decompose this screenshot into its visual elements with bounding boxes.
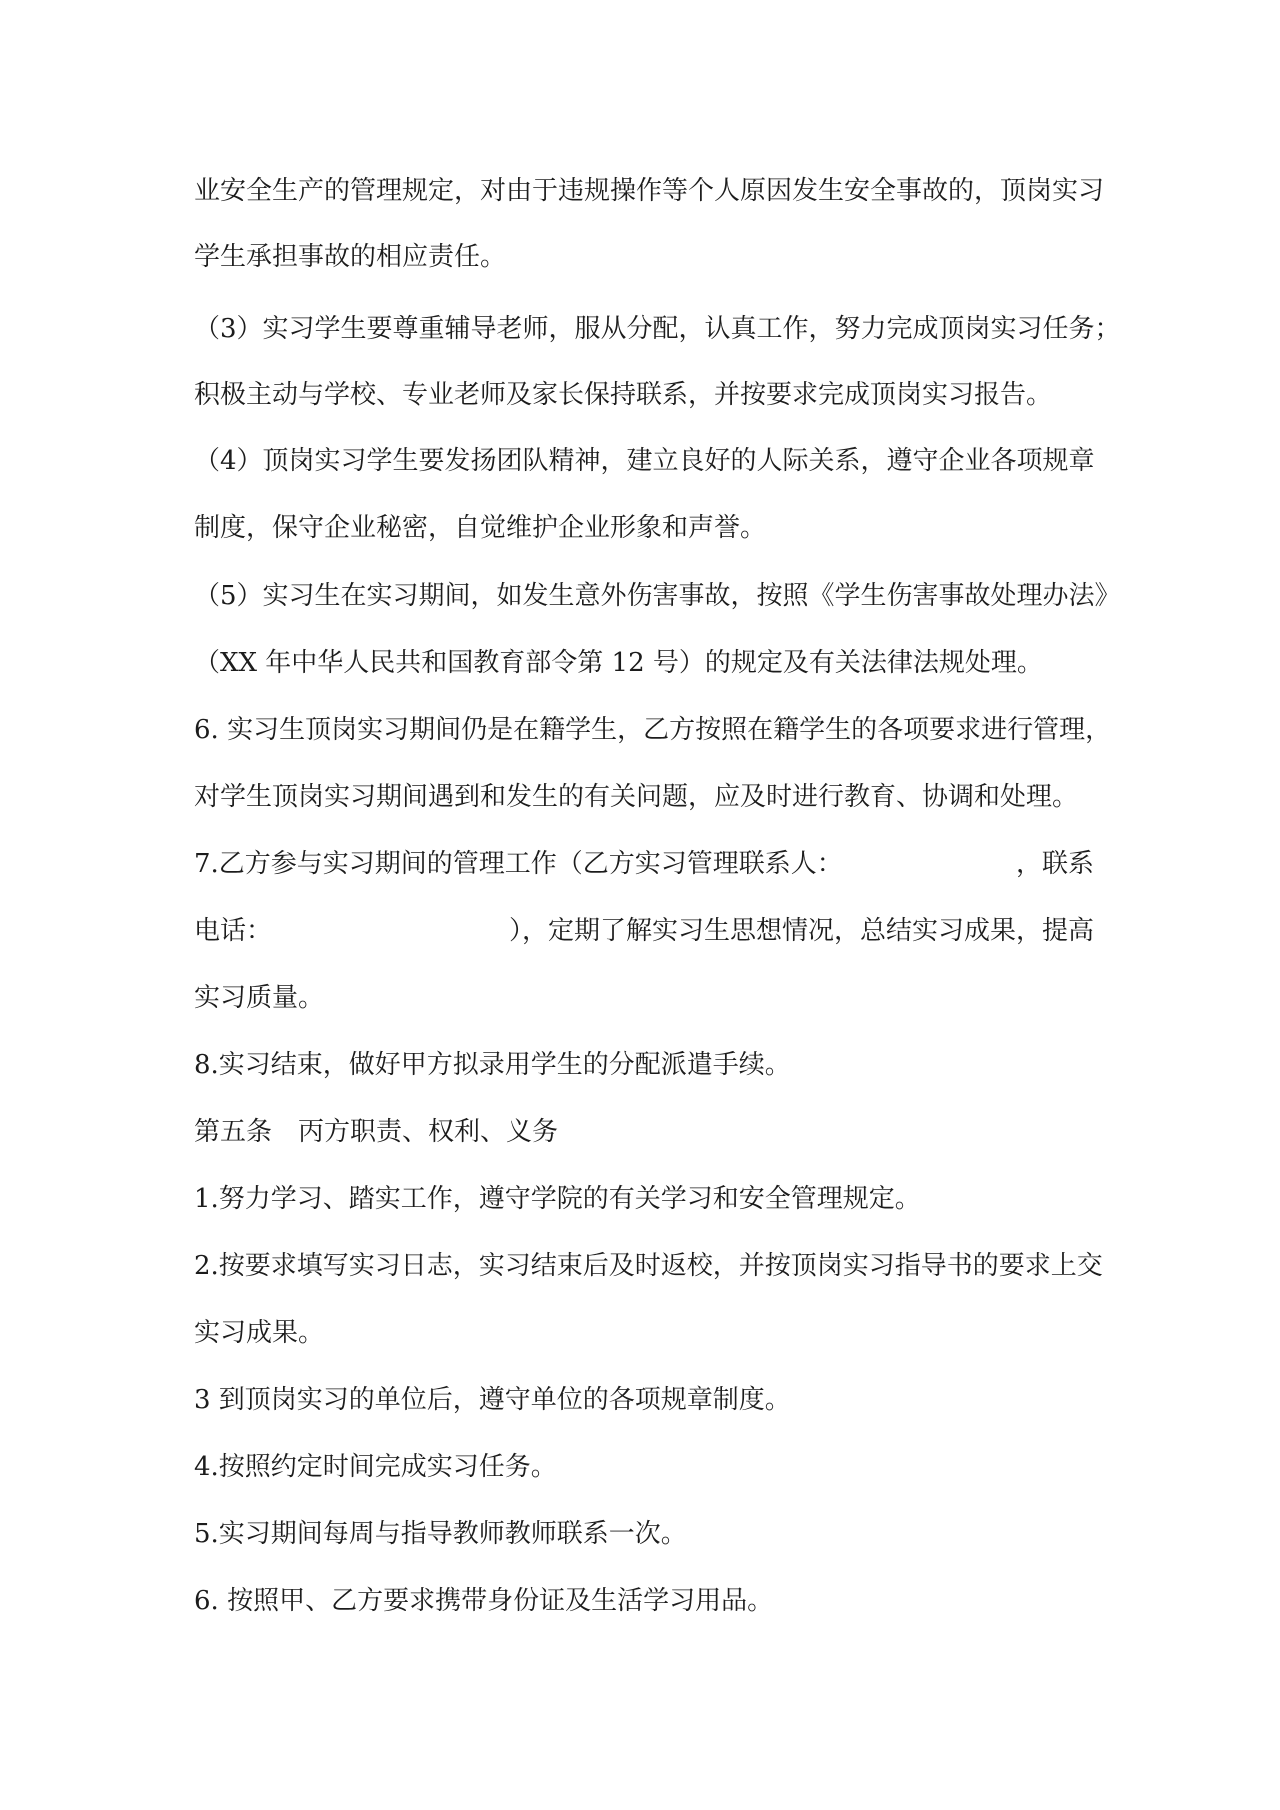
contact-phone-label: 电话： — [194, 916, 273, 946]
contact-person-line — [194, 846, 1094, 882]
text-line: 实习质量。 — [194, 983, 325, 1013]
contact-person-label: 7.乙方参与实习期间的管理工作（乙方实习管理联系人： — [194, 849, 843, 879]
text-line: 6. 实习生顶岗实习期间仍是在籍学生，乙方按照在籍学生的各项要求进行管理， — [194, 715, 1112, 745]
text-line: （3）实习学生要尊重辅导老师，服从分配，认真工作，努力完成顶岗实习任务； — [194, 314, 1121, 344]
text-line: 2.按要求填写实习日志，实习结束后及时返校，并按顶岗实习指导书的要求上交 — [194, 1251, 1103, 1281]
text-line: 业安全生产的管理规定，对由于违规操作等个人原因发生安全事故的，顶岗实习 — [194, 176, 1105, 206]
text-line: （XX 年中华人民共和国教育部令第 12 号）的规定及有关法律法规处理。 — [194, 648, 1043, 678]
text-line: 实习成果。 — [194, 1318, 325, 1348]
text-line: 学生承担事故的相应责任。 — [194, 242, 507, 272]
contact-phone-label-tail: ，联系 — [1015, 849, 1094, 879]
section-heading: 第五条 丙方职责、权利、义务 — [194, 1117, 559, 1147]
contact-phone-line — [194, 913, 1094, 949]
text-line: 5.实习期间每周与指导教师教师联系一次。 — [194, 1519, 687, 1549]
text-line: 制度，保守企业秘密，自觉维护企业形象和声誉。 — [194, 513, 767, 543]
text-line: （4）顶岗实习学生要发扬团队精神，建立良好的人际关系，遵守企业各项规章 — [194, 446, 1095, 476]
text-line: 6. 按照甲、乙方要求携带身份证及生活学习用品。 — [194, 1586, 774, 1616]
text-line: 对学生顶岗实习期间遇到和发生的有关问题，应及时进行教育、协调和处理。 — [194, 782, 1079, 812]
contact-phone-rest: ），定期了解实习生思想情况，总结实习成果，提高 — [508, 916, 1094, 946]
text-line: 4.按照约定时间完成实习任务。 — [194, 1452, 557, 1482]
text-line: 8.实习结束，做好甲方拟录用学生的分配派遣手续。 — [194, 1050, 791, 1080]
text-line: （5）实习生在实习期间，如发生意外伤害事故，按照《学生伤害事故处理办法》 — [194, 581, 1121, 611]
text-line: 3 到顶岗实习的单位后，遵守单位的各项规章制度。 — [194, 1385, 791, 1415]
text-line: 1.努力学习、踏实工作，遵守学院的有关学习和安全管理规定。 — [194, 1184, 921, 1214]
text-line: 积极主动与学校、专业老师及家长保持联系，并按要求完成顶岗实习报告。 — [194, 380, 1053, 410]
